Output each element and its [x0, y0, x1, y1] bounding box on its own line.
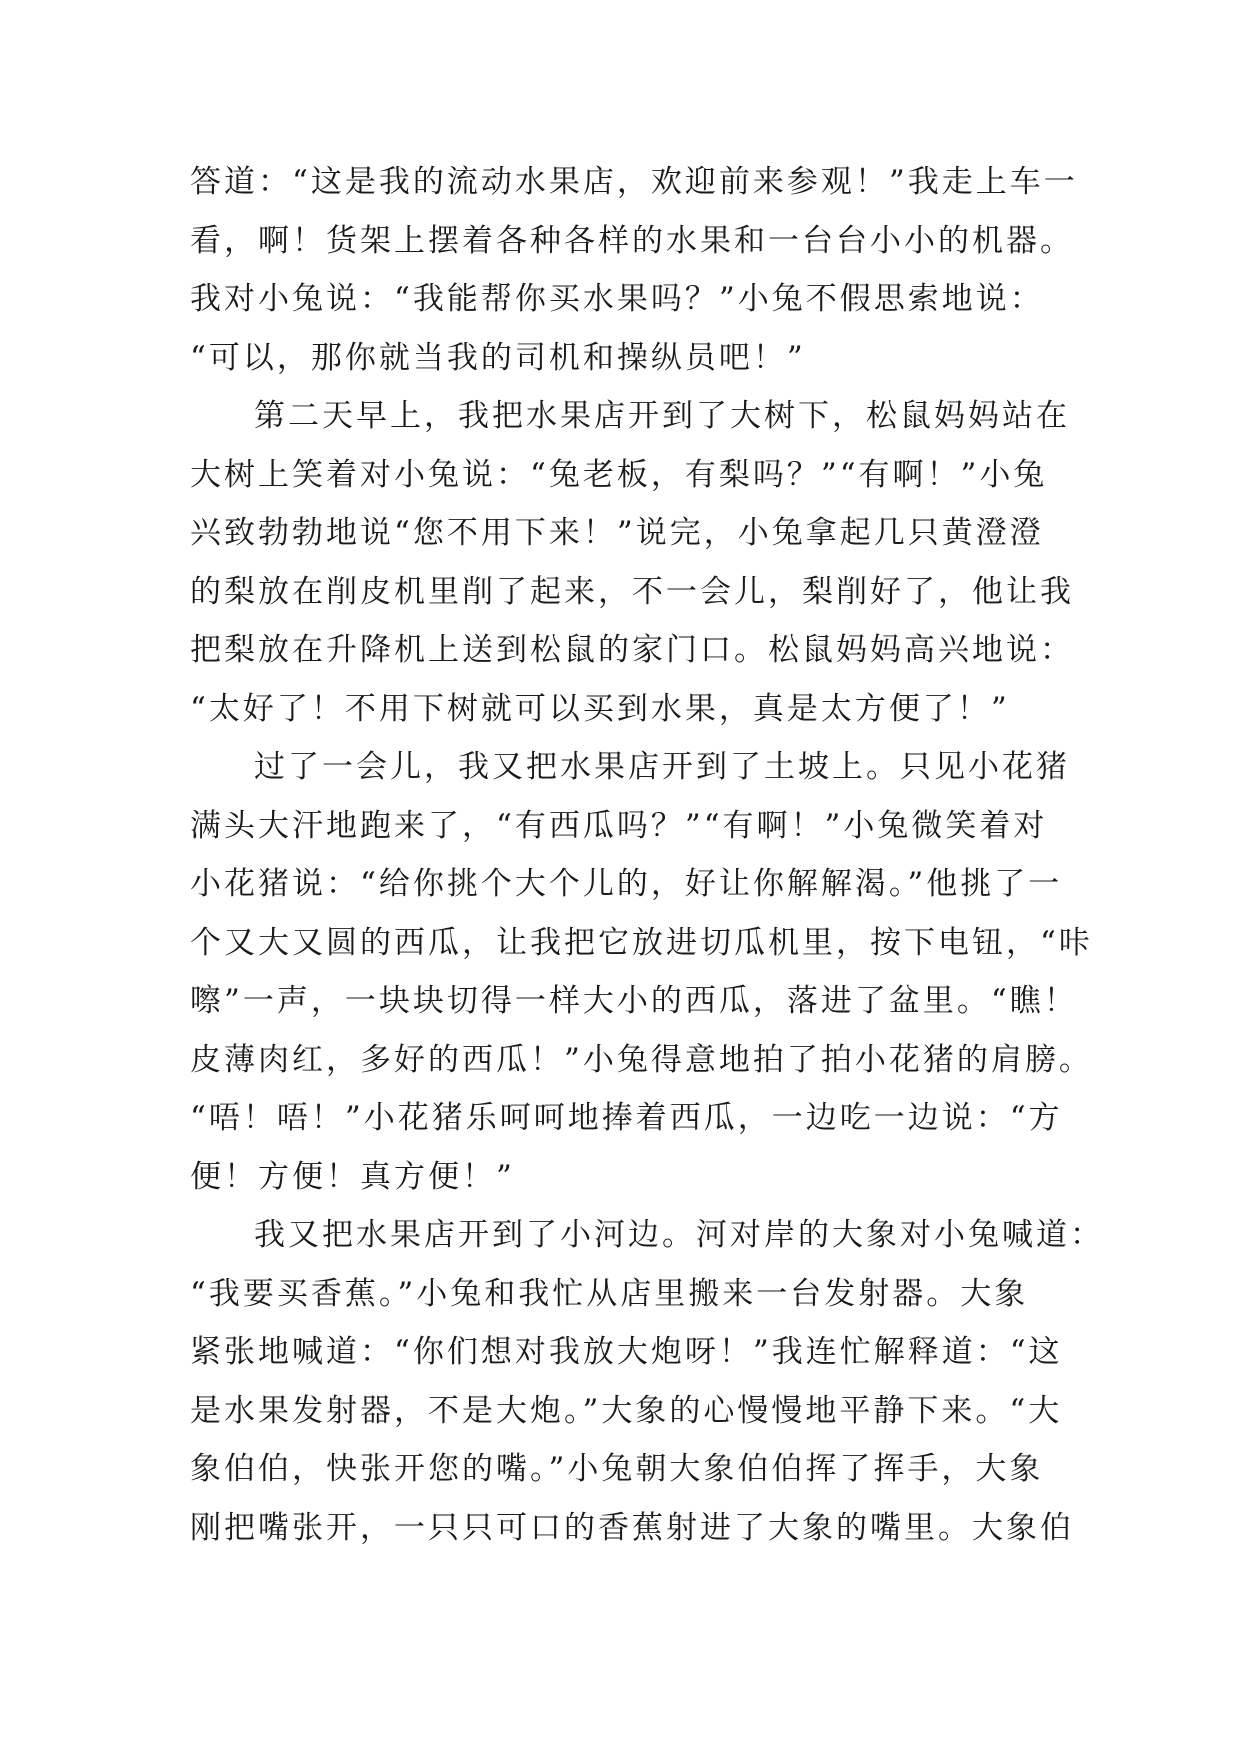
- text-line: 看，啊！货架上摆着各种各样的水果和一台台小小的机器。: [190, 222, 1074, 259]
- paragraph-first-line: 第二天早上，我把水果店开到了大树下，松鼠妈妈站在: [254, 398, 1070, 434]
- text-line: 我对小兔说：“我能帮你买水果吗？”小兔不假思索地说：: [190, 281, 1044, 317]
- text-line: 紧张地喊道：“你们想对我放大炮呀！”我连忙解释道：“这: [190, 1334, 1063, 1370]
- story-text: [190, 153, 1104, 1557]
- text-line: 象伯伯，快张开您的嘴。”小兔朝大象伯伯挥了挥手，大象: [190, 1451, 1044, 1487]
- text-line: 刚把嘴张开，一只只可口的香蕉射进了大象的嘴里。大象伯: [190, 1509, 1074, 1546]
- text-line: 答道：“这是我的流动水果店，欢迎前来参观！”我走上车一: [190, 164, 1078, 200]
- text-line: “可以，那你就当我的司机和操纵员吧！”: [190, 339, 806, 376]
- text-line: 的梨放在削皮机里削了起来，不一会儿，梨削好了，他让我: [190, 573, 1074, 610]
- text-line: 个又大又圆的西瓜，让我把它放进切瓜机里，按下电钮，“咔: [190, 924, 1093, 961]
- paragraph-first-line: 我又把水果店开到了小河边。河对岸的大象对小兔喊道：: [254, 1217, 1104, 1253]
- text-line: 是水果发射器，不是大炮。”大象的心慢慢地平静下来。“大: [190, 1392, 1063, 1429]
- text-line: 嚓”一声，一块块切得一样大小的西瓜，落进了盆里。“瞧！: [190, 983, 1078, 1019]
- text-line: 把梨放在升降机上送到松鼠的家门口。松鼠妈妈高兴地说：: [190, 632, 1074, 668]
- text-line: “我要买香蕉。”小兔和我忙从店里搬来一台发射器。大象: [190, 1275, 1029, 1312]
- text-line: 满头大汗地跑来了，“有西瓜吗？”“有啊！”小兔微笑着对: [190, 807, 1048, 844]
- text-line: 便！方便！真方便！”: [190, 1158, 515, 1195]
- text-line: “太好了！不用下树就可以买到水果，真是太方便了！”: [190, 690, 1010, 727]
- text-line: 兴致勃勃地说“您不用下来！”说完，小兔拿起几只黄澄澄: [190, 515, 1044, 551]
- paragraph-first-line: 过了一会儿，我又把水果店开到了土坡上。只见小花猪: [254, 749, 1070, 785]
- text-line: “唔！唔！”小花猪乐呵呵地捧着西瓜，一边吃一边说：“方: [190, 1100, 1063, 1136]
- text-line: 皮薄肉红，多好的西瓜！”小兔得意地拍了拍小花猪的肩膀。: [190, 1041, 1093, 1078]
- text-line: 大树上笑着对小兔说：“兔老板，有梨吗？”“有啊！”小兔: [190, 456, 1048, 493]
- text-line: 小花猪说：“给你挑个大个儿的，好让你解解渴。”他挑了一: [190, 866, 1063, 902]
